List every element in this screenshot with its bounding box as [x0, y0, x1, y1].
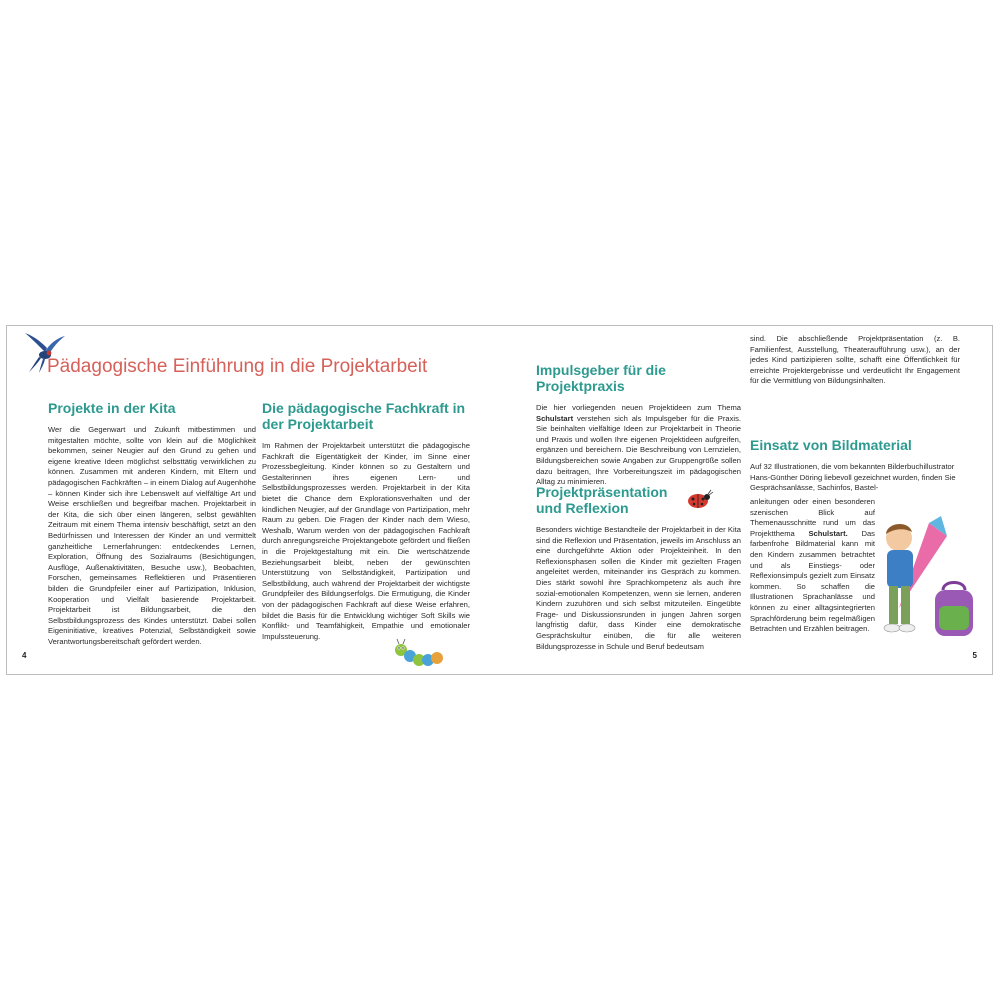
wrapped-body-text [750, 497, 875, 635]
section-heading: Impulsgeber für die Projektpraxis [536, 362, 666, 394]
section-heading: Einsatz von Bildmaterial [750, 437, 912, 453]
section-body: Auf 32 Illustrationen, die vom bekannten Bilderbuchillustrator Hans-Günther Döring liebevoll gezeichnet wurden, finden Sie Gesprächsanlässe, Sachinfos, Bastel- [750, 462, 956, 493]
section-heading: Projektpräsentation und Reflexion [536, 484, 668, 516]
section-body [536, 403, 741, 488]
body-text: verstehen sich als Impulsgeber für die Praxis. Sie beinhalten vielfältige Ideen zur Projektarbeit in Theorie und Praxis und wollen Ihre eigenen Projektideen aufgreifen, ergänzen und bereichern. Die Beschreibung von Lernzielen, Bildungsbereichen sowie Angaben zur Gruppengröße sollen dazu beitragen, Ihre Vorbereitungszeit im pädagogischen Alltag zu minimieren. [536, 413, 741, 487]
caterpillar-illustration [393, 638, 445, 668]
emphasis-schulstart: Schulstart [536, 413, 574, 423]
section-continuation [750, 334, 960, 387]
ladybug-illustration [678, 487, 718, 511]
body-text: Das farbenfrohe Bildmaterial kann mit den Kindern zusammen betrachtet und als Einstiegs- oder Reflexionsimpuls gezielt zum Einsatz kommen. So schaffen die Illustrationen Sprachanlässe und können zu einer alltagsintegrierten Sprachförderung beim regelmäßigen Betrachten und Erzählen beitragen. [750, 528, 875, 634]
section-projekte-in-der-kita [48, 400, 256, 647]
section-body: sind. Die abschließende Projektpräsentation (z. B. Familienfest, Ausstellung, Theateraufführung usw.), an der jedes Kind partizipieren sollte, schafft eine Öffentlichkeit für erreichte Projektergebnisse und verdeutlicht Ihr Engagement für die Vermittlung von Bildungsinhalten. [750, 334, 960, 386]
section-body: Im Rahmen der Projektarbeit unterstützt die pädagogische Fachkraft die Eigentätigkeit der Kinder, im Sinne einer Prozessbegleitung. Kinder können so zu Gestaltern und Gestalterinnen ihres eigenen Lern- und Selbstbildungsprozesses werden. Projektarbeit in der Kita bietet die Chance dem Explorationsverhalten und der kindlichen Neugier, auf der Grundlage von Partizipation, mehr Raum zu geben. Die Fragen der Kinder nach dem Wieso, Weshalb, Warum werden von der pädagogischen Fachkraft durch anregungsreiche Projektangebote gefördert und fließen in die Projektgestaltung mit ein. Die wertschätzende Beziehungsarbeit bleibt, neben der gewünschten Unterstützung von Selbständigkeit, Partizipation und Selbstbildung, auch während der Projektarbeit der wichtigste Grundpfeiler des Bildungserfolgs. Die Ermutigung, die Kinder von der pädagogischen Fachkraft auf diese Weise erfahren, bildet die Basis für die Entwicklung wichtiger Soft Skills wie Konflikt- und Teamfähigkeit, Empathie und emotionaler Impulssteuerung. [262, 441, 470, 641]
page-number-left: 4 [22, 651, 27, 660]
section-impulsgeber [536, 362, 741, 488]
main-title: Pädagogische Einführung in die Projektarbeit [47, 356, 428, 377]
emphasis-schulstart: Schulstart. [808, 528, 848, 538]
section-fachkraft [262, 400, 470, 642]
section-body: Besonders wichtige Bestandteile der Projektarbeit in der Kita sind die Reflexion und Präsentation, jeweils im Anschluss an eine durchgeführte Aktion oder Projekteinheit. In den Reflexionsphasen sollen die Kinder mit gezielten Fragen angeleitet werden, miteinander ins Gespräch zu kommen. Dies stärkt sowohl ihre Sprachkompetenz als auch ihre sozial-emotionalen Kompetenzen, wenn sie lernen, anderen Kindern zuzuhören und sich selbst mitzuteilen. Eingeübte Frage- und Diskussionsrunden in jungen Jahren sorgen langfristig dafür, dass Kinder eine demokratische Gesprächskultur einüben, die für alle weiteren Bildungsprozesse in Schule und Beruf bedeutsam [536, 525, 741, 651]
body-text: Die hier vorliegenden neuen Projektideen zum Thema [536, 403, 741, 412]
page-number-right: 5 [972, 651, 977, 660]
section-heading: Projekte in der Kita [48, 400, 176, 416]
book-spread [6, 325, 993, 675]
body-text: anleitungen oder einen besonderen szenischen Blick auf Themenausschnitte rund um das Projektthema [750, 497, 875, 538]
child-with-school-cone-illustration [869, 498, 979, 648]
section-body: Wer die Gegenwart und Zukunft mitbestimmen und mitgestalten möchte, sollte von klein auf die Möglichkeit bekommen, seiner Neugier auf den Grund zu gehen und eigene kreative Ideen möglichst selbsttätig verwirklichen zu können. Zusammen mit anderen Kindern, mit Eltern und pädagogischen Fachkräften – in einem Dialog auf Augenhöhe – können Kinder sich ihre Lebenswelt auf vielfältige Art und Weise erschließen und begreifbar machen. Projektarbeit in der Kita, die sich über einen längeren, selbst gewählten Zeitraum mit einem Thema intensiv beschäftigt, setzt an den Bedürfnissen und Interessen der Kinder an und vermittelt ganzheitliche Lernerfahrungen: entdeckendes Lernen, Exploration, Öffnung des Sozialraums (Besichtigungen, Ausflüge, Außenaktivitäten, Besuche usw.), Beobachten, Forschen, gemeinsames Reflektieren und Präsentieren bilden die Grundpfeiler einer auf Partizipation, Inklusion, Kooperation und Vielfalt basierende Projektarbeit. Projektarbeit ist Bildungsarbeit, die den Selbstbildungsprozess des Kindes unterstützt. Dabei sollen Eigeninitiative, kreatives Potenzial, Selbständigkeit sowie Verantwortungsbereitschaft gefördert werden. [48, 425, 256, 646]
section-bildmaterial [750, 437, 960, 494]
section-heading: Die pädagogische Fachkraft in der Projektarbeit [262, 400, 466, 432]
